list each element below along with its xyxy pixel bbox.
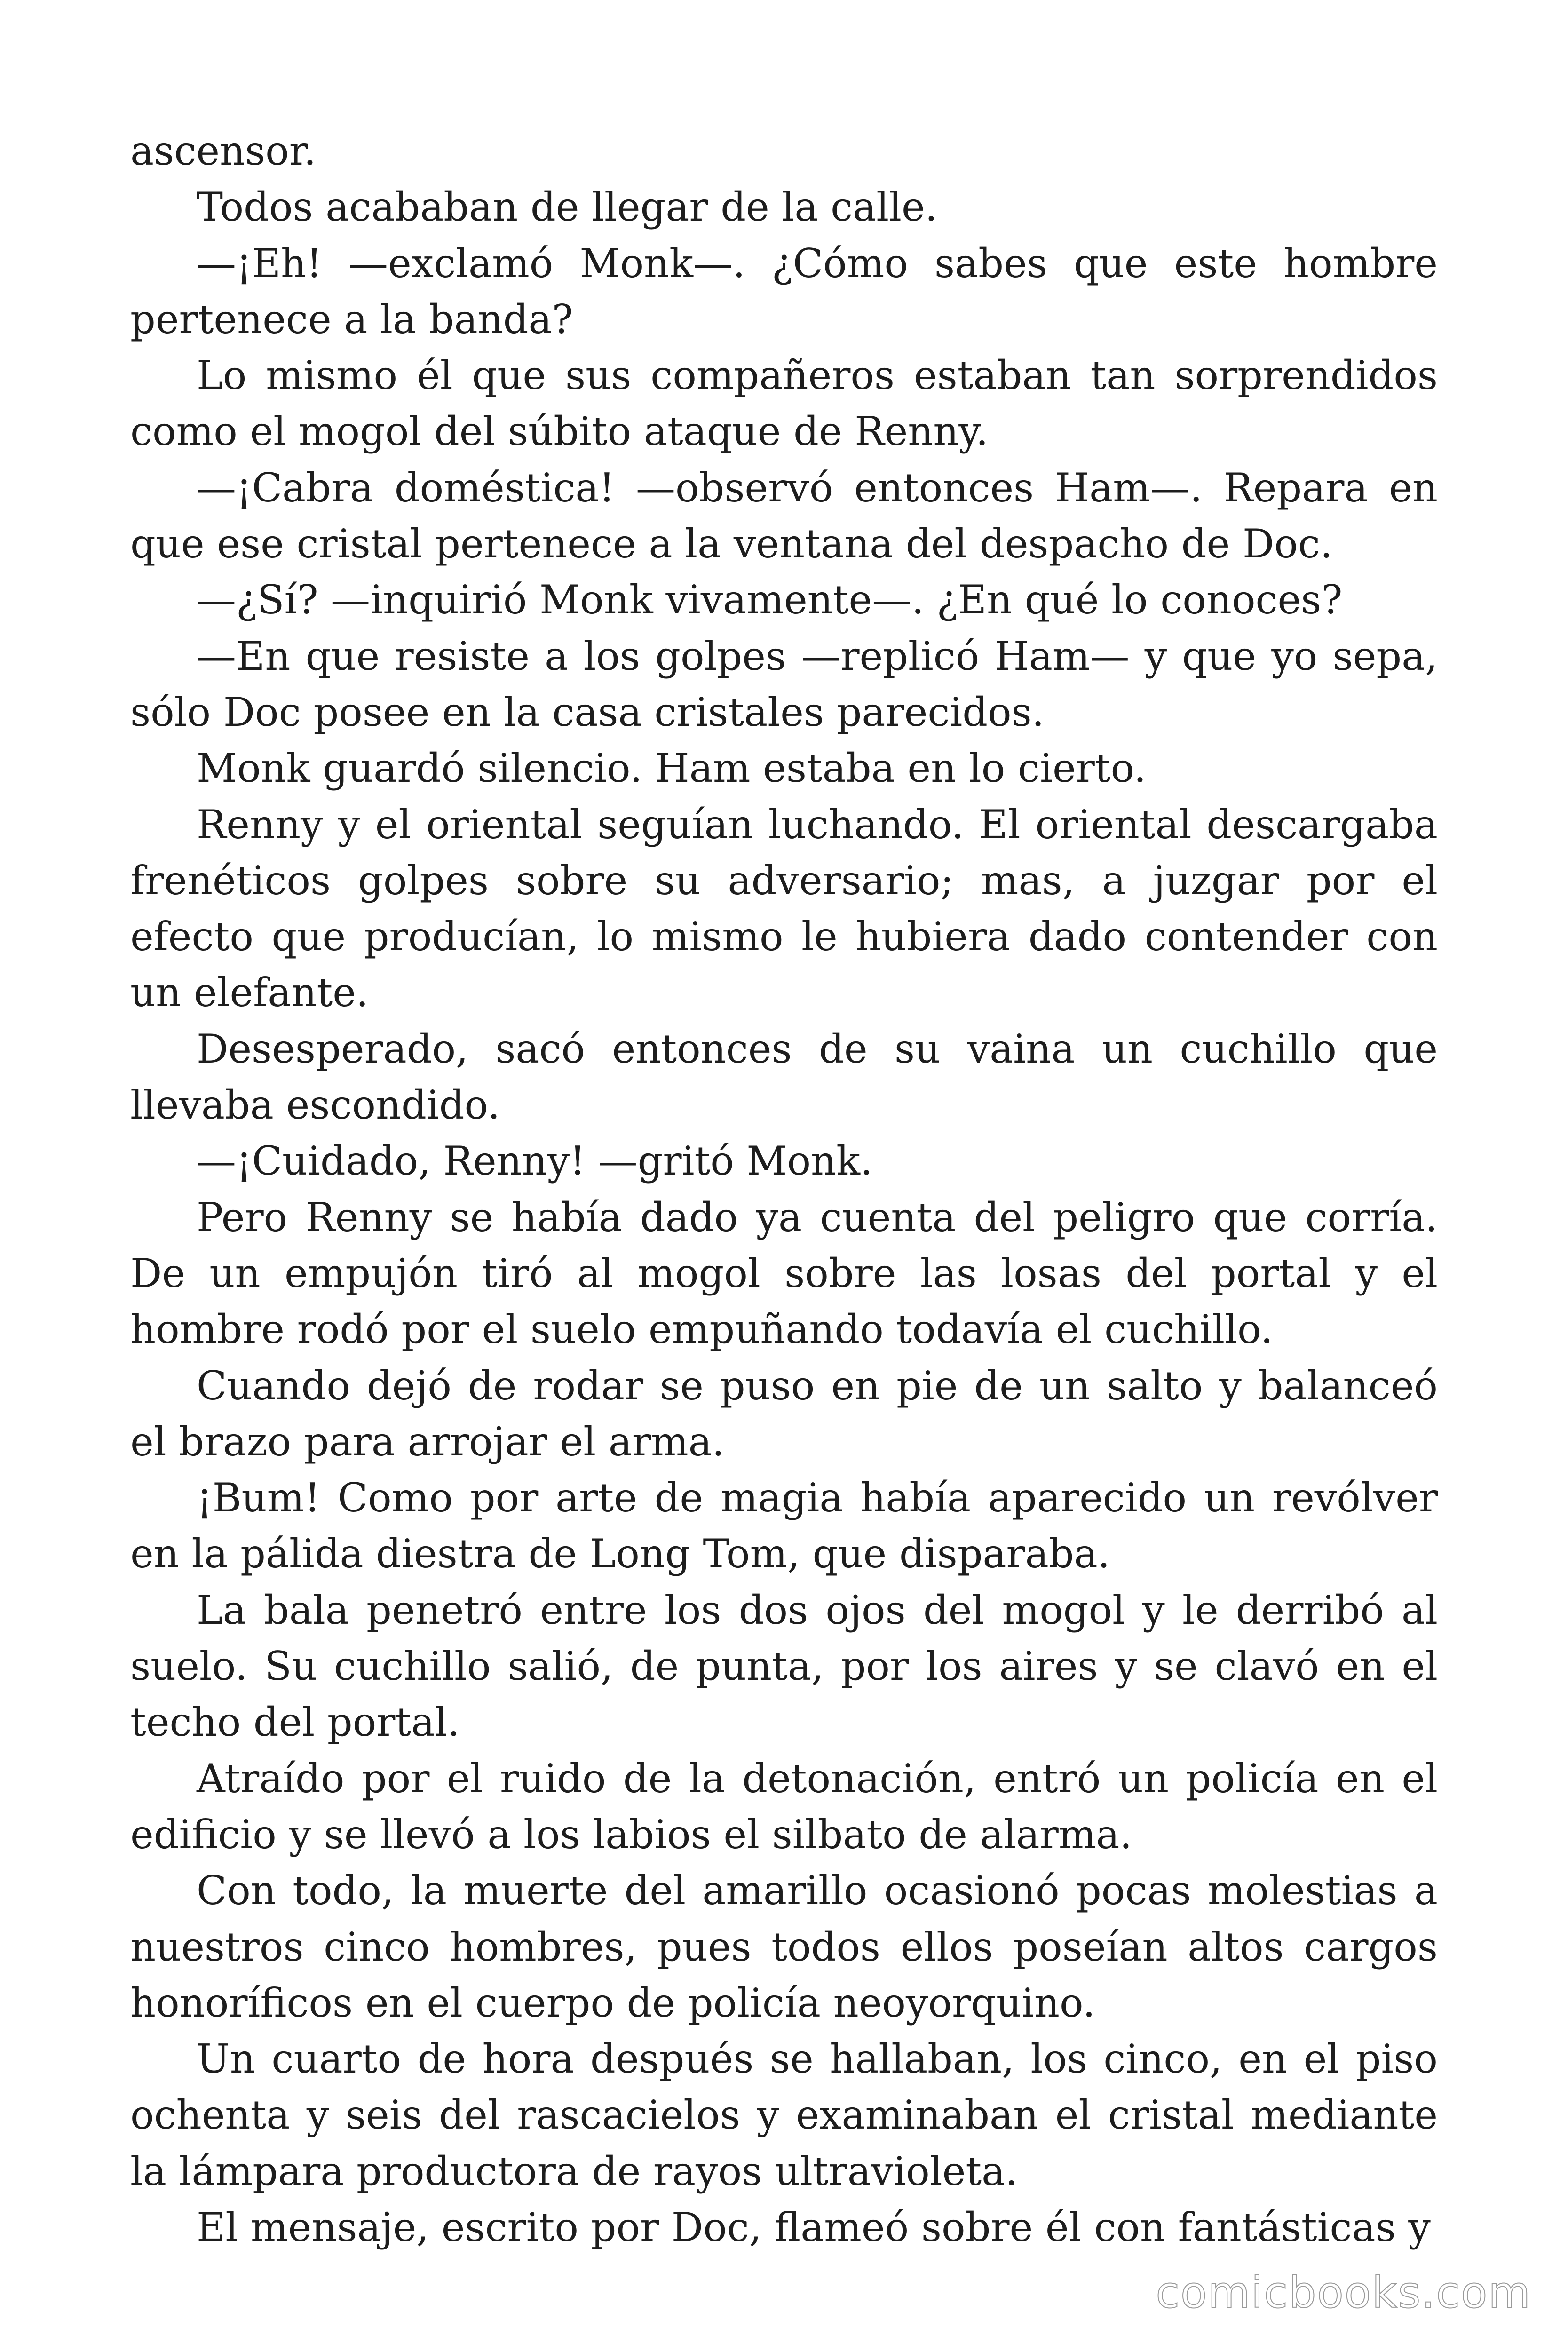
paragraph: Monk guardó silencio. Ham estaba en lo cierto. xyxy=(197,745,1147,792)
paragraph: Desesperado, sacó entonces de su vaina un cuchillo que llevaba escondido. xyxy=(130,1025,1438,1128)
paragraph: —¿Sí? —inquirió Monk vivamente—. ¿En qué lo conoces? xyxy=(197,577,1343,623)
paragraph: Cuando dejó de rodar se puso en pie de un salto y balanceó el brazo para arrojar el arma. xyxy=(130,1362,1438,1465)
paragraph: Atraído por el ruido de la detonación, entró un policía en el edificio y se llevó a los labios el silbato de alarma. xyxy=(130,1755,1438,1858)
paragraph: El mensaje, escrito por Doc, flameó sobre él con fantásticas y xyxy=(197,2204,1431,2250)
watermark: comicbooks.com xyxy=(1156,2267,1531,2318)
paragraph: Lo mismo él que sus compañeros estaban tan sorprendidos como el mogol del súbito ataque de Renny. xyxy=(130,352,1438,455)
paragraph: ascensor. xyxy=(130,128,317,174)
paragraph: —¡Eh! —exclamó Monk—. ¿Cómo sabes que este hombre pertenece a la banda? xyxy=(130,240,1438,342)
paragraph: —En que resiste a los golpes —replicó Ham— y que yo sepa, sólo Doc posee en la casa cristales parecidos. xyxy=(130,633,1438,735)
paragraph: ¡Bum! Como por arte de magia había aparecido un revólver en la pálida diestra de Long Tom, que disparaba. xyxy=(130,1475,1438,1577)
paragraph: Un cuarto de hora después se hallaban, los cinco, en el piso ochenta y seis del rascacielos y examinaban el cristal mediante la lámpara productora de rayos ultravioleta. xyxy=(130,2036,1438,2194)
paragraph: Renny y el oriental seguían luchando. El oriental descargaba frenéticos golpes sobre su adversario; mas, a juzgar por el efecto que producían, lo mismo le hubiera dado contender con un elefante. xyxy=(130,801,1438,1016)
paragraph: —¡Cuidado, Renny! —gritó Monk. xyxy=(197,1138,873,1184)
page-body xyxy=(130,123,1438,2256)
paragraph: —¡Cabra doméstica! —observó entonces Ham—. Repara en que ese cristal pertenece a la ventana del despacho de Doc. xyxy=(130,464,1438,567)
paragraph: Con todo, la muerte del amarillo ocasionó pocas molestias a nuestros cinco hombres, pues todos ellos poseían altos cargos honoríficos en el cuerpo de policía neoyorquino. xyxy=(130,1867,1438,2026)
paragraph: Todos acababan de llegar de la calle. xyxy=(197,184,938,230)
paragraph: La bala penetró entre los dos ojos del mogol y le derribó al suelo. Su cuchillo salió, de punta, por los aires y se clavó en el techo del portal. xyxy=(130,1587,1438,1746)
paragraph: Pero Renny se había dado ya cuenta del peligro que corría. De un empujón tiró al mogol sobre las losas del portal y el hombre rodó por el suelo empuñando todavía el cuchillo. xyxy=(130,1194,1438,1353)
